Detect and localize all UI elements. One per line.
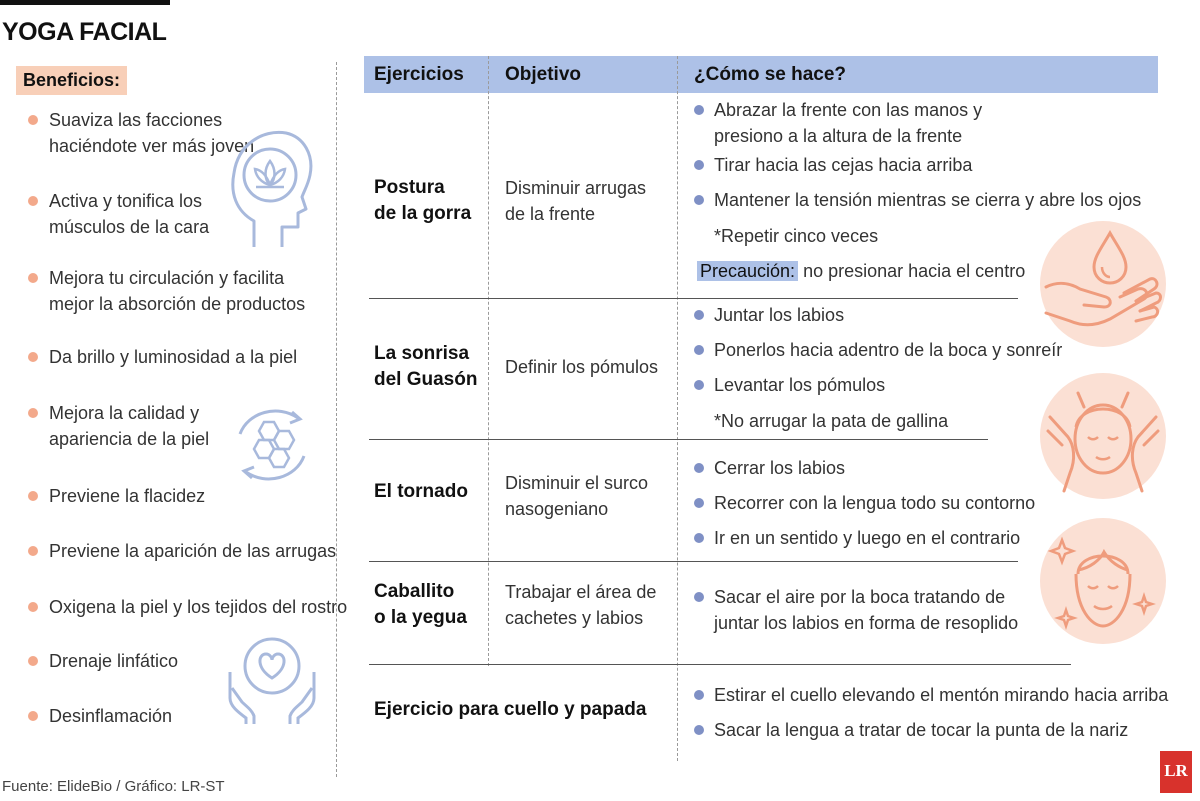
exercise-step: Recorrer con la lengua todo su contorno — [694, 490, 1035, 516]
exercise-step: Cerrar los labios — [694, 455, 845, 481]
benefit-item: Da brillo y luminosidad a la piel — [28, 344, 297, 370]
exercise-step: Sacar la lengua a tratar de tocar la punta de la nariz — [694, 717, 1128, 743]
benefit-item: Previene la flacidez — [28, 483, 205, 509]
header-how: ¿Cómo se hace? — [694, 64, 847, 85]
page-title: YOGA FACIAL — [2, 18, 167, 46]
exercise-step: Mantener la tensión mientras se cierra y abre los ojos — [694, 187, 1141, 213]
benefit-item: Activa y tonifica los músculos de la cara — [28, 188, 209, 240]
table-column-divider — [488, 56, 489, 666]
table-header — [364, 56, 1158, 93]
exercise-step: Levantar los pómulos — [694, 372, 885, 398]
exercise-objective: Definir los pómulos — [505, 357, 659, 377]
hand-drop-icon — [1040, 221, 1166, 347]
exercise-step: Sacar el aire por la boca tratando de juntar los labios en forma de resoplido — [694, 584, 1018, 636]
benefit-item: Drenaje linfático — [28, 648, 178, 674]
caution-label: Precaución: — [697, 261, 798, 281]
benefit-item: Mejora tu circulación y facilita mejor la absorción de productos — [28, 265, 305, 317]
benefits-label: Beneficios: — [16, 66, 127, 95]
benefit-item: Suaviza las facciones haciéndote ver más joven — [28, 107, 254, 159]
exercise-name: Postura de la gorra — [374, 177, 472, 224]
exercise-name: El tornado — [374, 481, 468, 502]
exercise-objective: Disminuir arrugas de la frente — [505, 178, 647, 224]
exercise-name: Caballito o la yegua — [374, 581, 467, 628]
row-separator — [369, 298, 1018, 299]
row-separator — [369, 561, 1018, 562]
exercise-objective: Trabajar el área de cachetes y labios — [505, 582, 657, 628]
exercise-step: Ponerlos hacia adentro de la boca y sonreír — [694, 337, 1062, 363]
exercise-name: La sonrisa del Guasón — [374, 343, 478, 390]
head-lotus-icon — [228, 123, 314, 251]
row-separator — [369, 439, 988, 440]
title-bar-accent — [0, 0, 170, 5]
benefit-item: Mejora la calidad y apariencia de la piel — [28, 400, 209, 452]
exercise-caution: Precaución: no presionar hacia el centro — [697, 258, 1025, 284]
exercise-step: Estirar el cuello elevando el mentón mirando hacia arriba — [694, 682, 1168, 708]
lr-logo: LR — [1160, 751, 1192, 793]
exercise-name: Ejercicio para cuello y papada — [374, 699, 647, 720]
header-exercises: Ejercicios — [374, 64, 464, 85]
benefit-item: Previene la aparición de las arrugas — [28, 538, 336, 564]
exercise-objective: Disminuir el surco nasogeniano — [505, 473, 649, 519]
exercise-note: *Repetir cinco veces — [714, 226, 879, 246]
hands-heart-icon — [226, 632, 318, 724]
benefit-item: Desinflamación — [28, 703, 172, 729]
benefit-item: Oxigena la piel y los tejidos del rostro — [28, 594, 347, 620]
table-column-divider — [677, 56, 678, 761]
face-sparkle-icon — [1040, 518, 1166, 644]
header-objective: Objetivo — [505, 64, 582, 85]
exercise-note: *No arrugar la pata de gallina — [714, 411, 949, 431]
row-separator — [369, 664, 1071, 665]
cells-cycle-icon — [226, 404, 318, 486]
exercise-step: Tirar hacia las cejas hacia arriba — [694, 152, 972, 178]
exercise-step: Juntar los labios — [694, 302, 844, 328]
column-separator — [336, 62, 337, 777]
face-massage-icon — [1040, 373, 1166, 499]
exercise-step: Ir en un sentido y luego en el contrario — [694, 525, 1020, 551]
exercise-step: Abrazar la frente con las manos y presiono a la altura de la frente — [694, 97, 982, 149]
source-credit: Fuente: ElideBio / Gráfico: LR-ST — [2, 778, 225, 795]
